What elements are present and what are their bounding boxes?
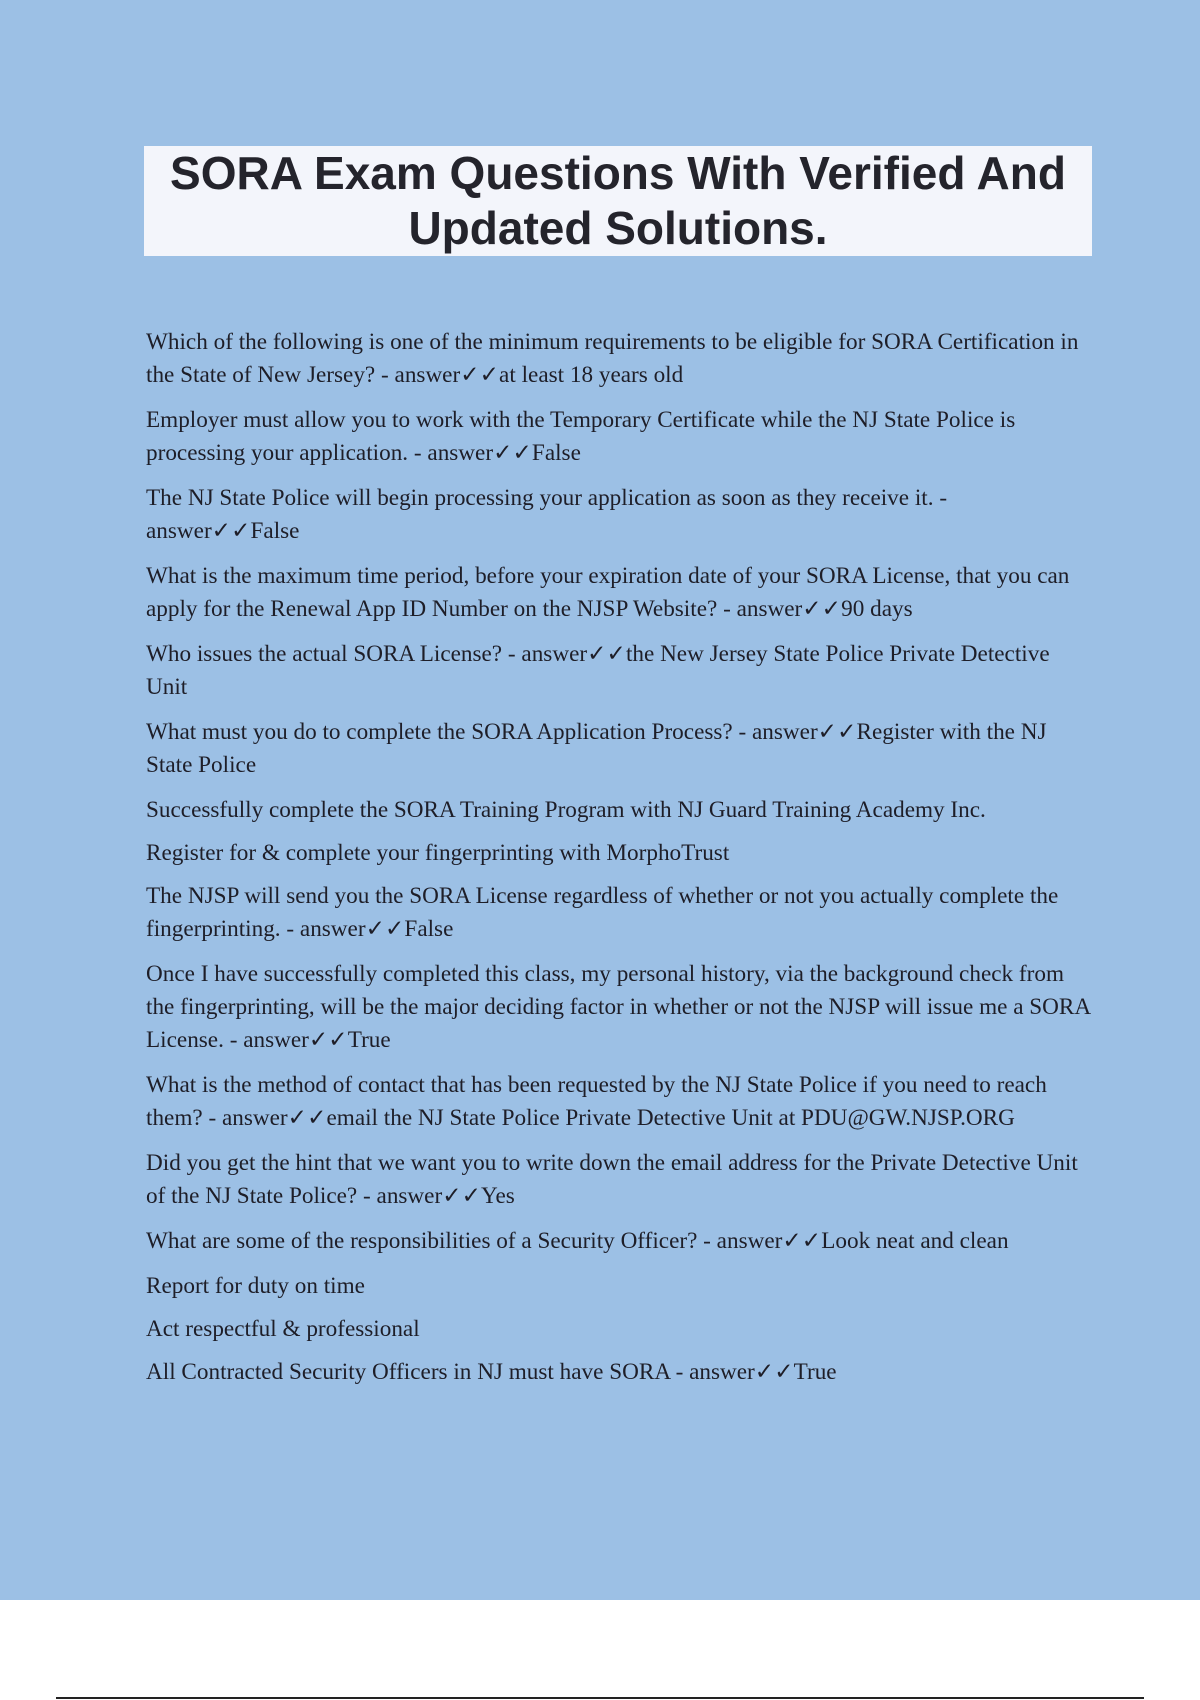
qa-paragraph-4: What is the maximum time period, before your expiration date of your SORA License, that you can apply for the Renewal App ID Number on the NJSP Website? - answer✓✓90 days [146,563,1070,622]
qa-paragraph-16: All Contracted Security Officers in NJ must have SORA - answer✓✓True [146,1359,837,1385]
qa-paragraph-15: Act respectful & professional [146,1316,420,1342]
qa-paragraph-13: What are some of the responsibilities of a Security Officer? - answer✓✓Look neat and clean [146,1228,1009,1254]
qa-paragraph-1: Which of the following is one of the minimum requirements to be eligible for SORA Certification in the State of New Jersey? - answer✓✓at least 18 years old [146,329,1079,388]
qa-paragraph-14: Report for duty on time [146,1273,365,1299]
qa-paragraph-2: Employer must allow you to work with the Temporary Certificate while the NJ State Police is processing your application. - answer✓✓False [146,407,1016,466]
document-body [146,326,1096,1401]
title-box [144,146,1092,256]
footer-divider [56,1697,1144,1699]
qa-paragraph-9: The NJSP will send you the SORA License regardless of whether or not you actually complete the fingerprinting. - answer✓✓False [146,883,1059,942]
qa-paragraph-3: The NJ State Police will begin processing your application as soon as they receive it. - answer✓✓False [146,485,948,544]
qa-paragraph-12: Did you get the hint that we want you to write down the email address for the Private Detective Unit of the NJ State Police? - answer✓✓Yes [146,1150,1078,1209]
qa-paragraph-7: Successfully complete the SORA Training Program with NJ Guard Training Academy Inc. [146,797,986,823]
qa-paragraph-5: Who issues the actual SORA License? - answer✓✓the New Jersey State Police Private Detective Unit [146,641,1050,700]
document-title: SORA Exam Questions With Verified And Updated Solutions. [170,147,1066,254]
qa-paragraph-10: Once I have successfully completed this class, my personal history, via the background check from the fingerprinting, will be the major deciding factor in whether or not the NJSP will issue me a SORA License. - answer✓✓True [146,961,1090,1053]
qa-paragraph-8: Register for & complete your fingerprinting with MorphoTrust [146,840,730,866]
qa-paragraph-6: What must you do to complete the SORA Application Process? - answer✓✓Register with the NJ State Police [146,719,1047,778]
qa-paragraph-11: What is the method of contact that has been requested by the NJ State Police if you need to reach them? - answer✓✓email the NJ State Police Private Detective Unit at PDU@GW.NJSP.ORG [146,1072,1047,1131]
